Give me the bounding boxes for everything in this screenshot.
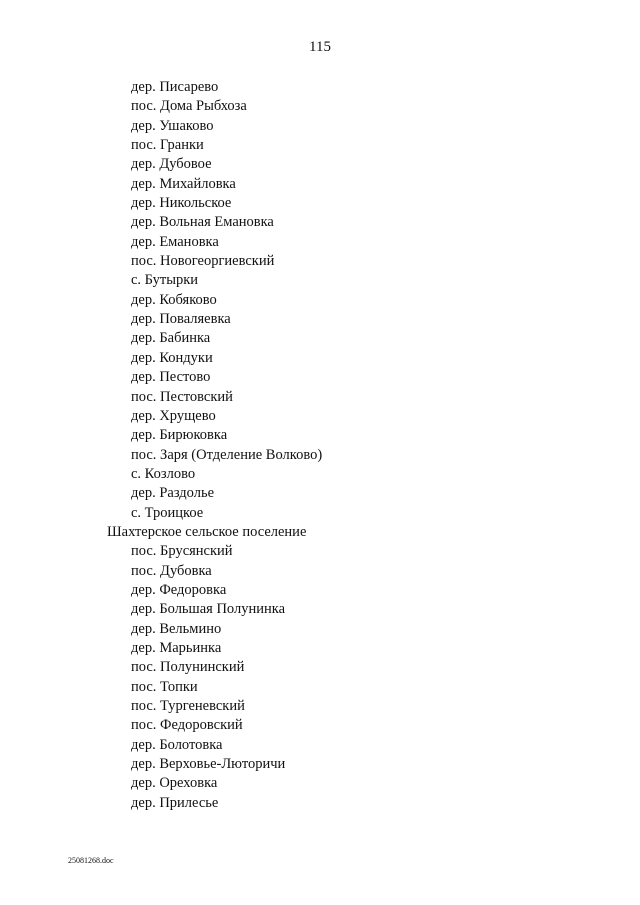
list-item: дер. Поваляевка: [131, 311, 231, 328]
list-item: дер. Пестово: [131, 369, 211, 386]
list-item: пос. Федоровский: [131, 717, 243, 734]
list-item: пос. Гранки: [131, 137, 204, 154]
list-item: пос. Заря (Отделение Волково): [131, 446, 323, 463]
section-heading: Шахтерское сельское поселение: [107, 523, 307, 540]
list-item: дер. Емановка: [131, 233, 219, 250]
settlement-list: [0, 78, 322, 813]
list-item: дер. Ореховка: [131, 775, 218, 792]
list-item: дер. Верховье-Люторичи: [131, 756, 286, 773]
page-number: 115: [309, 39, 331, 55]
list-item: дер. Михайловка: [131, 175, 236, 192]
list-item: с. Козлово: [131, 465, 196, 482]
list-item: дер. Большая Полунинка: [131, 601, 285, 618]
list-item: дер. Бирюковка: [131, 427, 228, 444]
list-item: пос. Топки: [131, 678, 198, 695]
list-item: дер. Вольная Емановка: [131, 214, 274, 231]
list-item: дер. Дубовое: [131, 156, 212, 173]
list-item: дер. Прилесье: [131, 794, 219, 811]
list-item: пос. Новогеоргиевский: [131, 253, 275, 270]
footer-document-code: 25081268.doc: [68, 856, 114, 865]
list-item: дер. Болотовка: [131, 736, 223, 753]
list-item: дер. Бабинка: [131, 330, 211, 347]
list-item: с. Бутырки: [131, 272, 199, 289]
list-item: пос. Тургеневский: [131, 698, 245, 714]
list-item: дер. Писарево: [131, 79, 219, 95]
list-item: дер. Вельмино: [131, 620, 222, 637]
list-item: дер. Никольское: [131, 195, 232, 212]
list-item: дер. Федоровка: [131, 581, 227, 598]
list-item: пос. Дубовка: [131, 562, 212, 579]
list-item: дер. Раздолье: [131, 485, 214, 502]
list-item: дер. Ушаково: [131, 117, 214, 134]
list-item: пос. Дома Рыбхоза: [131, 98, 247, 115]
list-item: пос. Полунинский: [131, 659, 245, 676]
list-item: с. Троицкое: [131, 504, 204, 521]
list-item: дер. Марьинка: [131, 639, 222, 656]
list-item: дер. Кобяково: [131, 291, 217, 308]
list-item: дер. Хрущево: [131, 407, 216, 424]
list-item: пос. Брусянский: [131, 543, 233, 560]
list-item: дер. Кондуки: [131, 349, 213, 366]
list-item: пос. Пестовский: [131, 388, 233, 405]
